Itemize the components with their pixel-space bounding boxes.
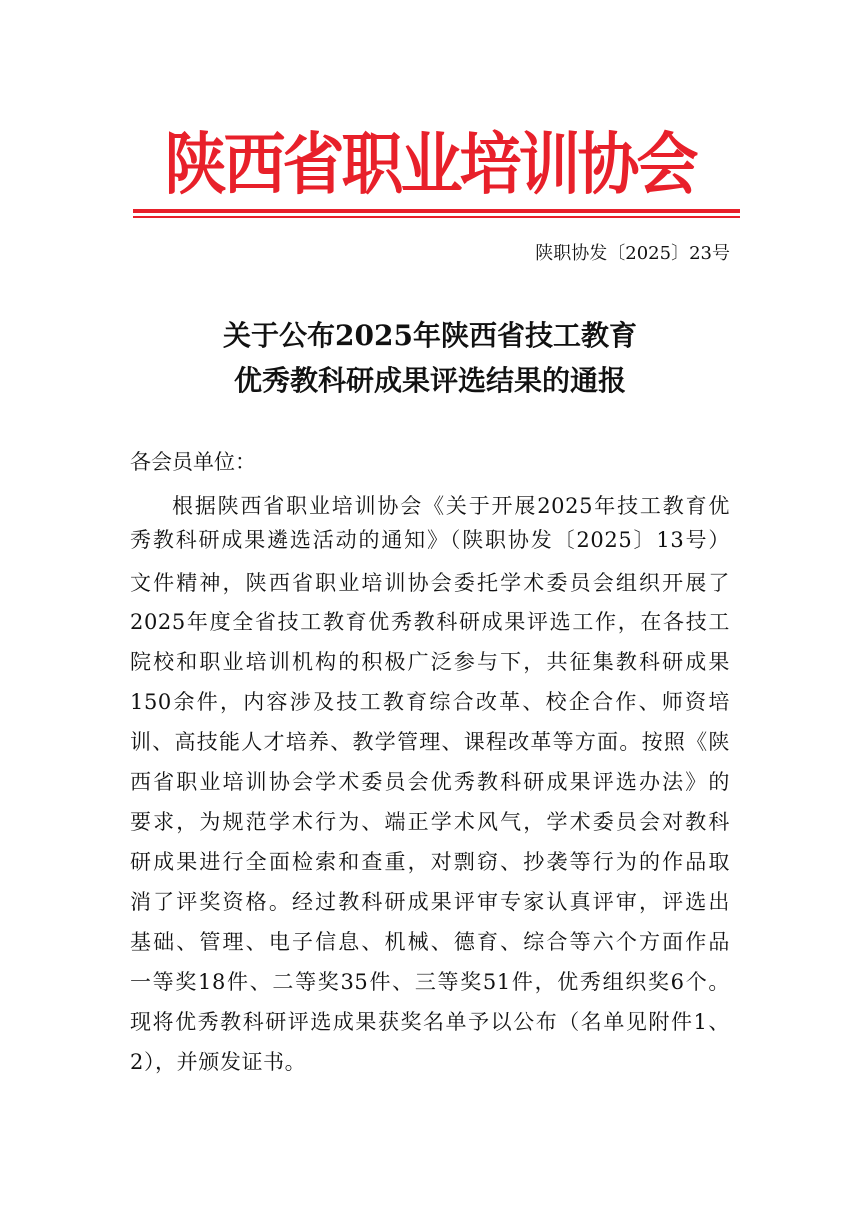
document-title-line-1: 关于公布2025年陕西省技工教育 (223, 319, 637, 352)
organization-masthead: 陕西省职业培训协会 (164, 125, 696, 204)
body-line: 150余件，内容涉及技工教育综合改革、校企合作、师资培 (130, 690, 730, 714)
header-rule-thick (133, 209, 740, 213)
body-line: 2），并颁发证书。 (130, 1050, 307, 1074)
header-rule-thin (133, 216, 740, 218)
salutation: 各会员单位： (130, 450, 256, 474)
body-line: 研成果进行全面检索和查重，对剽窃、抄袭等行为的作品取 (130, 850, 730, 874)
body-line: 训、高技能人才培养、教学管理、课程改革等方面。按照《陕 (130, 730, 730, 754)
document-number: 陕职协发〔2025〕23号 (535, 243, 730, 264)
body-line: 院校和职业培训机构的积极广泛参与下，共征集教科研成果 (130, 650, 730, 674)
body-line: 2025年度全省技工教育优秀教科研成果评选工作，在各技工 (130, 610, 730, 634)
body-line: 西省职业培训协会学术委员会优秀教科研成果评选办法》的 (130, 770, 730, 794)
body-line: 秀教科研成果遴选活动的通知》（陕职协发〔2025〕13号） (130, 528, 730, 552)
body-line: 要求，为规范学术行为、端正学术风气，学术委员会对教科 (130, 810, 730, 834)
body-line: 消了评奖资格。经过教科研成果评审专家认真评审，评选出 (130, 890, 730, 914)
document-title-line-2: 优秀教科研成果评选结果的通报 (233, 364, 626, 397)
body-line: 文件精神，陕西省职业培训协会委托学术委员会组织开展了 (130, 571, 730, 595)
body-line: 根据陕西省职业培训协会《关于开展2025年技工教育优 (172, 494, 730, 518)
body-line: 一等奖18件、二等奖35件、三等奖51件，优秀组织奖6个。 (130, 970, 730, 994)
body-line: 现将优秀教科研评选成果获奖名单予以公布（名单见附件1、 (130, 1010, 730, 1034)
body-line: 基础、管理、电子信息、机械、德育、综合等六个方面作品 (130, 930, 730, 954)
